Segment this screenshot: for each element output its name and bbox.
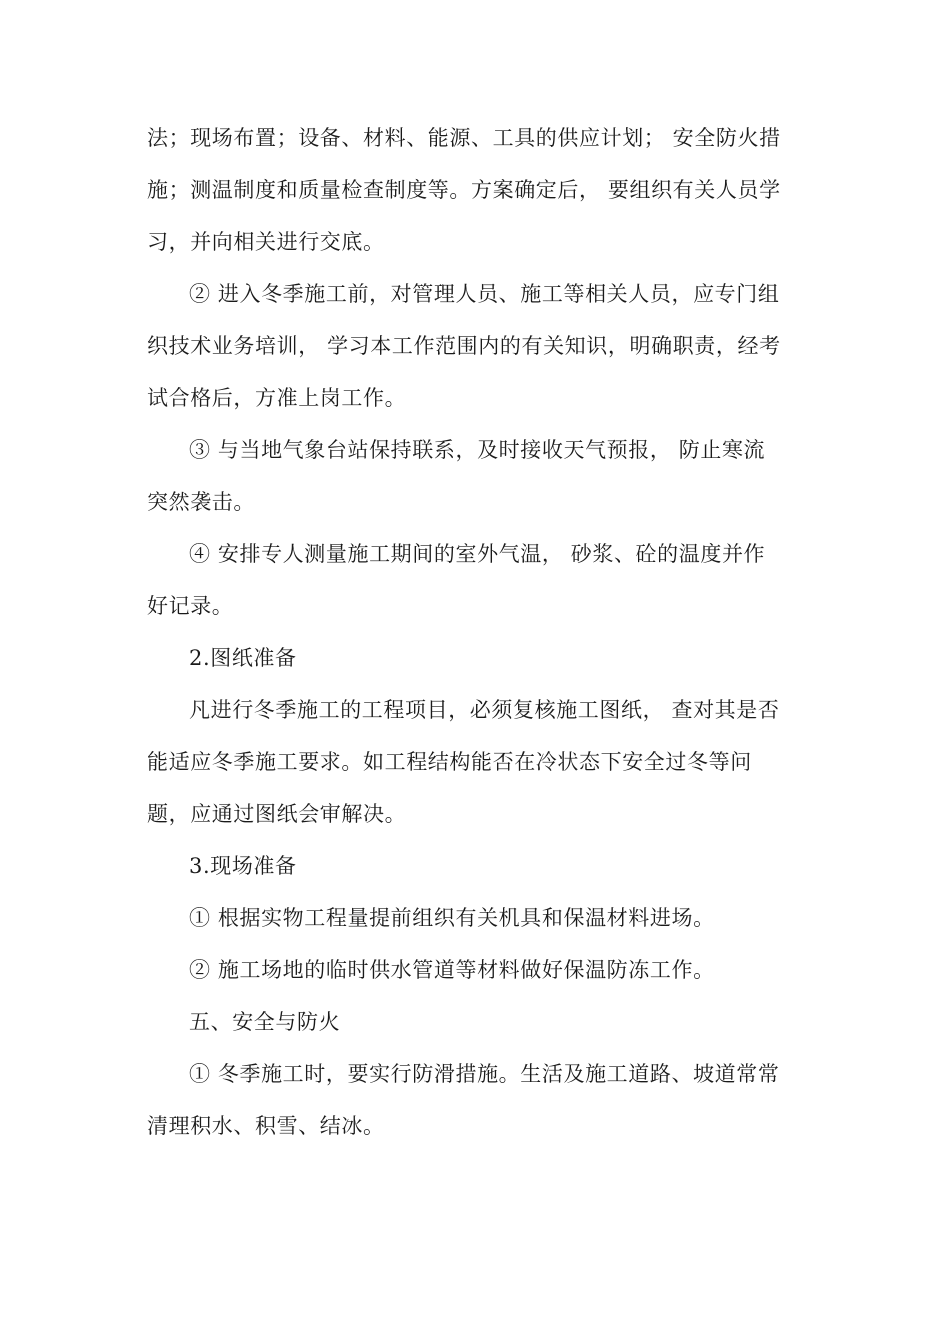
section-heading: 3.现场准备 [189, 854, 297, 878]
text-line: 试合格后，方准上岗工作。 [147, 386, 407, 410]
text-line: 法；现场布置；设备、材料、能源、工具的供应计划； 安全防火措 [147, 126, 781, 150]
text-line: 习，并向相关进行交底。 [147, 230, 385, 254]
list-item-line: ① 根据实物工程量提前组织有关机具和保温材料进场。 [189, 906, 715, 930]
section-heading: 2.图纸准备 [189, 646, 297, 670]
list-item-line: ② 进入冬季施工前，对管理人员、施工等相关人员，应专门组 [189, 282, 780, 306]
text-line: 施；测温制度和质量检查制度等。方案确定后， 要组织有关人员学 [147, 178, 781, 202]
text-line: 突然袭击。 [147, 490, 255, 514]
list-item-line: ② 施工场地的临时供水管道等材料做好保温防冻工作。 [189, 958, 715, 982]
text-line: 题，应通过图纸会审解决。 [147, 802, 407, 826]
list-item-line: ① 冬季施工时，要实行防滑措施。生活及施工道路、坡道常常 [189, 1062, 780, 1086]
text-line: 好记录。 [147, 594, 234, 618]
text-line: 能适应冬季施工要求。如工程结构能否在冷状态下安全过冬等问 [147, 750, 752, 774]
paragraph-line: 凡进行冬季施工的工程项目，必须复核施工图纸， 查对其是否 [189, 698, 780, 722]
list-item-line: ③ 与当地气象台站保持联系，及时接收天气预报， 防止寒流 [189, 438, 766, 462]
text-line: 织技术业务培训， 学习本工作范围内的有关知识，明确职责，经考 [147, 334, 781, 358]
text-line: 清理积水、积雪、结冰。 [147, 1114, 385, 1138]
list-item-line: ④ 安排专人测量施工期间的室外气温， 砂浆、砼的温度并作 [189, 542, 766, 566]
section-heading: 五、安全与防火 [189, 1010, 341, 1034]
